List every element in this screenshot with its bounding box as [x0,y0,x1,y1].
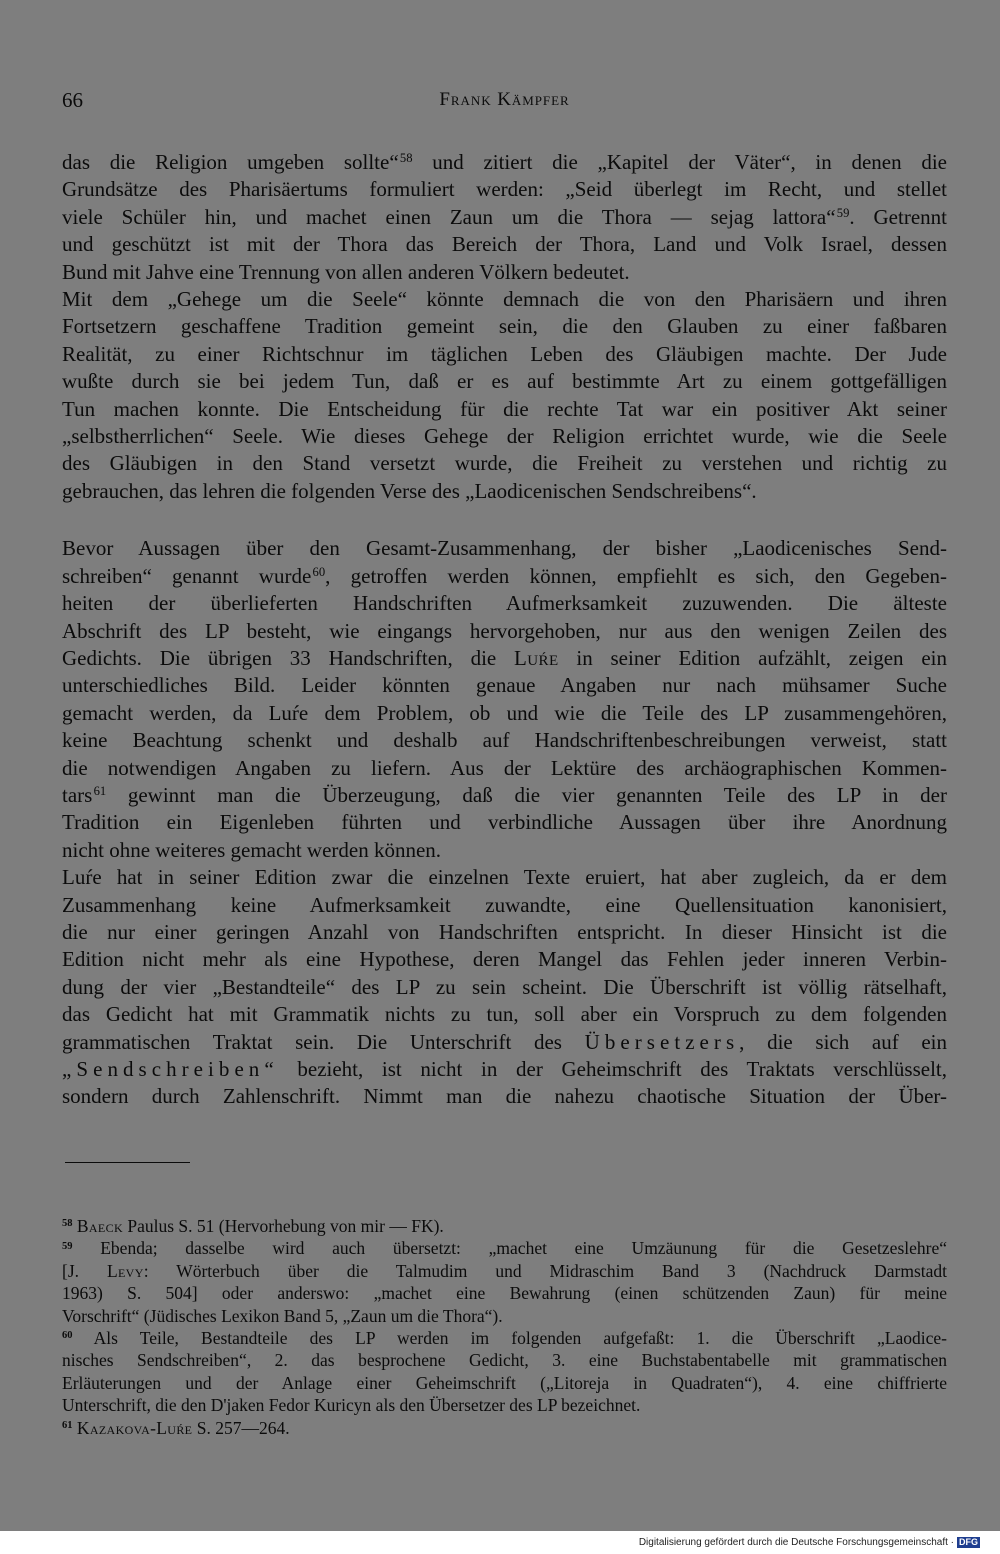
text-line: Realität, zu einer Richtschnur im täglichen Leben des Gläubigen machte. Der Jude [62,341,947,366]
text-line: sondern durch Zahlenschrift. Nimmt man die nahezu chaotische Situation der Über- [62,1084,947,1109]
footnote-marker: 61 [93,784,107,799]
text-line [62,782,947,809]
footer-credit-row [639,1536,980,1549]
paragraph [62,864,947,1111]
text-section [62,535,947,1111]
footnote [62,1417,947,1439]
main-text [62,149,947,1111]
footnote-marker: 59 [836,205,850,220]
text-line [62,204,947,231]
text-line: Mit dem „Gehege um die Seele“ könnte demnach die von den Pharisäern und ihren [62,287,947,312]
text-run: . Getrennt [849,204,947,229]
text-run: , die sich auf ein [739,1029,948,1054]
text-line: Tradition ein Eigenleben führten und verbindliche Aussagen über ihre Anordnung [62,810,947,835]
text-run: S. 257—264. [192,1417,290,1438]
text-run: bezieht, ist nicht in der Geheimschrift des Traktats verschlüsselt, [278,1057,947,1081]
text-line: keine Beachtung schenkt und deshalb auf Handschriftenbeschreibungen verweist, statt [62,728,947,753]
text-line: das Gedicht hat mit Grammatik nichts zu tun, soll aber ein Vorspruch zu dem folgenden [62,1002,947,1027]
text-run: Paulus S. 51 (Hervorhebung von mir — FK). [122,1216,444,1236]
footnote-line [62,1237,947,1259]
text-run: [J. [62,1260,107,1281]
footnote [62,1237,947,1327]
text-run: und zitiert die „Kapitel der Väter“, in denen die [412,150,947,174]
small-caps-name: Luŕe [514,645,559,670]
running-title: Frank Kämpfer [439,89,570,110]
text-line: die nur einer geringen Anzahl von Handschriften entspricht. In dieser Hinsicht ist die [62,919,947,944]
footnote-line: Vorschrift“ (Jüdisches Lexikon Band 5, „Zaun um die Thora“). [62,1305,503,1326]
text-line: Tun machen konnte. Die Entscheidung für die rechte Tat war ein positiver Akt seiner [62,396,947,421]
footnote-marker: 61 [62,1419,73,1431]
text-line: die notwendigen Angaben zu liefern. Aus der Lektüre des archäographischen Kommen- [62,755,947,780]
small-caps-name: Kazakova-Luŕe [76,1417,193,1438]
text-line: und geschützt ist mit der Thora das Bereich der Thora, Land und Volk Israel, dessen [62,232,947,257]
footnote-line: nisches Sendschreiben“, 2. das besprochene Gedicht, 3. eine Buchstabentabelle mit grammatischen [62,1350,947,1371]
footnote-line: 1963) S. 504] oder anderswo: „machet eine Bewahrung (einen schützenden Zaun) für meine [62,1283,947,1304]
spaced-emphasis: Übersetzers [584,1029,740,1054]
text-run: Als Teile, Bestandteile des LP werden im folgenden aufgefaßt: 1. die Überschrift „Laodice- [72,1328,947,1349]
text-run: Ebenda; dasselbe wird auch übersetzt: „machet eine Umzäunung für die Gesetzeslehre“ [72,1238,947,1259]
page-number: 66 [62,88,83,112]
text-line: Abschrift des LP besteht, wie eingangs hervorgehoben, nur aus den wenigen Zeilen des [62,618,947,643]
text-run: das die Religion umgeben sollte“ [62,150,399,174]
text-line: Fortsetzern geschaffene Tradition gemeint sein, die den Glauben zu einer faßbaren [62,314,947,339]
digitization-footer [0,1531,1000,1554]
text-run: schreiben“ genannt wurde [62,563,312,588]
footnote-line [62,1260,947,1282]
footnote-marker: 60 [312,564,326,579]
text-line: Bund mit Jahve eine Trennung von allen anderen Völkern bedeutet. [62,259,630,284]
text-run: in seiner Edition aufzählt, zeigen ein [558,645,948,670]
text-line: Bevor Aussagen über den Gesamt-Zusammenhang, der bisher „Laodicenisches Send- [62,536,947,561]
footnote-line: Unterschrift, die den D'jaken Fedor Kuricyn als den Übersetzer des LP bezeichnet. [62,1395,641,1416]
footnote-line [62,1417,947,1439]
text-run: gewinnt man die Überzeugung, daß die vier genannten Teile des LP in der [106,782,947,807]
footnotes [62,1215,947,1439]
text-line [62,1056,947,1083]
paragraph [62,535,947,864]
footnote [62,1327,947,1417]
text-run: grammatischen Traktat sein. Die Unterschrift des [62,1029,585,1054]
text-line: dung der vier „Bestandteile“ des LP zu sein scheint. Die Überschrift ist völlig rätselhaft, [62,974,947,999]
text-line: des Gläubigen in den Stand versetzt wurde, die Freiheit zu verstehen und richtig zu [62,451,947,476]
text-line: heiten der überlieferten Handschriften Aufmerksamkeit zuzuwenden. Die älteste [62,591,947,616]
footnote [62,1215,947,1237]
small-caps-name: Levy [106,1260,144,1281]
footnote-separator [65,1162,190,1163]
funding-credit: Digitalisierung gefördert durch die Deutsche Forschungsgemeinschaft · [638,1537,954,1548]
text-line [62,645,947,672]
text-line: Luŕe hat in seiner Edition zwar die einzelnen Texte eruiert, hat aber zugleich, da er dem [62,865,947,890]
spaced-emphasis: „Sendschreiben“ [62,1057,279,1081]
dfg-logo: DFG [959,1536,978,1547]
text-line: Grundsätze des Pharisäertums formuliert werden: „Seid überlegt im Recht, und stellet [62,177,947,202]
text-line: wußte durch sie bei jedem Tun, daß er es auf bestimmte Art zu einem gottgefälligen [62,369,947,394]
text-line: gemacht werden, da Luŕe dem Problem, ob und wie die Teile des LP zusammengehören, [62,700,947,725]
text-run: , getroffen werden können, empfiehlt es sich, den Gegeben- [325,563,947,588]
footnote-marker: 59 [62,1240,73,1252]
text-run: Gedichts. Die übrigen 33 Handschriften, die [62,645,515,670]
text-section [62,149,947,505]
text-run: : Wörterbuch über die Talmudim und Midraschim Band 3 (Nachdruck Darmstadt [143,1260,947,1281]
text-line: Zusammenhang keine Aufmerksamkeit zuwandte, eine Quellensituation kanonisiert, [62,892,947,917]
paragraph [62,149,947,286]
text-line: Edition nicht mehr als eine Hypothese, deren Mangel das Fehlen jeder inneren Verbin- [62,947,947,972]
small-caps-name: Baeck [76,1216,123,1236]
text-line [62,563,947,590]
footnote-line [62,1327,947,1349]
footnote-line: Erläuterungen und der Anlage einer Geheimschrift („Litoreja in Quadraten“), 4. eine chiffrierte [62,1372,947,1393]
text-run: tars [62,782,93,807]
text-line: gebrauchen, das lehren die folgenden Verse des „Laodicenischen Sendschreibens“. [62,478,757,503]
text-run: viele Schüler hin, und machet einen Zaun um die Thora — sejag lattora“ [62,204,836,229]
text-line: „selbstherrlichen“ Seele. Wie dieses Gehege der Religion errichtet wurde, wie die Seele [62,424,947,449]
running-header [62,88,947,112]
footnote-marker: 58 [62,1218,73,1230]
footnote-marker: 60 [62,1330,73,1342]
paragraph [62,286,947,505]
footnote-line [62,1215,947,1237]
text-line [62,1029,947,1056]
footnote-marker: 58 [399,151,413,166]
text-line: unterschiedliches Bild. Leider könnten genaue Angaben nur nach mühsamer Suche [62,673,947,698]
text-line [62,149,947,176]
text-line: nicht ohne weiteres gemacht werden können. [62,837,442,862]
